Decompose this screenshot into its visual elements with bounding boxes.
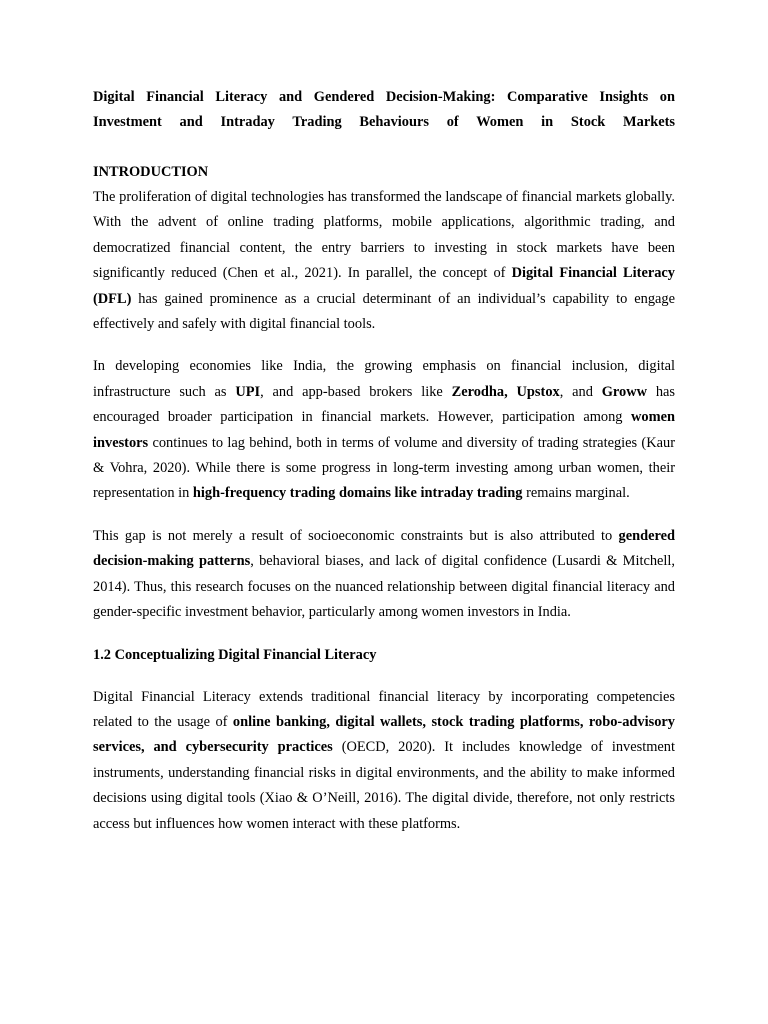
paragraph-4 (93, 685, 675, 837)
paragraph-2-bold-3: Groww (601, 383, 648, 400)
paragraph-1 (93, 185, 675, 337)
paragraph-4-bold-1: online banking, digital wallets, stock trading platforms, robo-advisory services, and cybersecurity practices (93, 713, 675, 756)
paragraph-2-bold-2: Zerodha, Upstox (451, 383, 560, 400)
paragraph-4-text-1: Digital Financial Literacy extends traditional financial literacy by incorporating competencies related to the usage of (93, 688, 675, 730)
paper-title-line-1: Digital Financial Literacy and Gendered Decision-Making: Comparative Insights on (93, 89, 675, 105)
paragraph-4-text-2: (OECD, 2020). It includes knowledge of investment instruments, understanding financial risks in digital environments, and the ability to make informed decisions using digital tools (Xiao & O’Neill, 2016). The digital divide, therefore, not only restricts access but influences how women interact with these platforms. (93, 739, 675, 832)
paragraph-2-text-5: continues to lag behind, both in terms of volume and diversity of trading strategies (Kaur & Vohra, 2020). While there is some progress in long-term investing among urban women, their representation in (93, 434, 675, 502)
paper-title-line-2: Investment and Intraday Trading Behaviours of Women in Stock Markets (93, 114, 675, 130)
paragraph-3 (93, 524, 675, 626)
paragraph-2-bold-1: UPI (235, 383, 261, 400)
paragraph-1-text-1: The proliferation of digital technologies has transformed the landscape of financial markets globally. With the advent of online trading platforms, mobile applications, algorithmic trading, and democratized financial content, the entry barriers to investing in stock markets have been significantly reduced (Chen et al., 2021). In parallel, the concept of (93, 189, 675, 282)
paragraph-2-bold-5: high-frequency trading domains like intraday trading (192, 485, 523, 502)
paragraph-2-bold-4: women investors (93, 409, 675, 451)
paragraph-2-text-4: has encouraged broader participation in financial markets. However, participation among (93, 383, 676, 426)
paragraph-3-bold-1: gendered decision-making patterns (93, 527, 675, 570)
paragraph-3-text-2: , behavioral biases, and lack of digital confidence (Lusardi & Mitchell, 2014). Thus, this research focuses on the nuanced relationship between digital financial literacy and gender-specific investment behavior, particularly among women investors in India. (93, 553, 676, 621)
section-heading: 1.2 Conceptualizing Digital Financial Literacy (93, 646, 377, 663)
paragraph-1-bold-1: Digital Financial Literacy (DFL) (93, 265, 675, 307)
paragraph-2-text-3: , and (559, 383, 602, 400)
paragraph-2-text-2: , and app-based brokers like (260, 383, 452, 400)
paragraph-2 (93, 354, 675, 506)
paragraph-3-text-1: This gap is not merely a result of socioeconomic constraints but is also attributed to (93, 527, 619, 544)
paragraph-2-text-1: In developing economies like India, the growing emphasis on financial inclusion, digital infrastructure such as (93, 358, 675, 400)
introduction-heading: INTRODUCTION (93, 164, 209, 180)
paragraph-2-text-6: remains marginal. (522, 485, 630, 502)
paper-title (93, 85, 675, 135)
paragraph-1-text-2: has gained prominence as a crucial determinant of an individual’s capability to engage effectively and safely with digital financial tools. (93, 290, 675, 333)
